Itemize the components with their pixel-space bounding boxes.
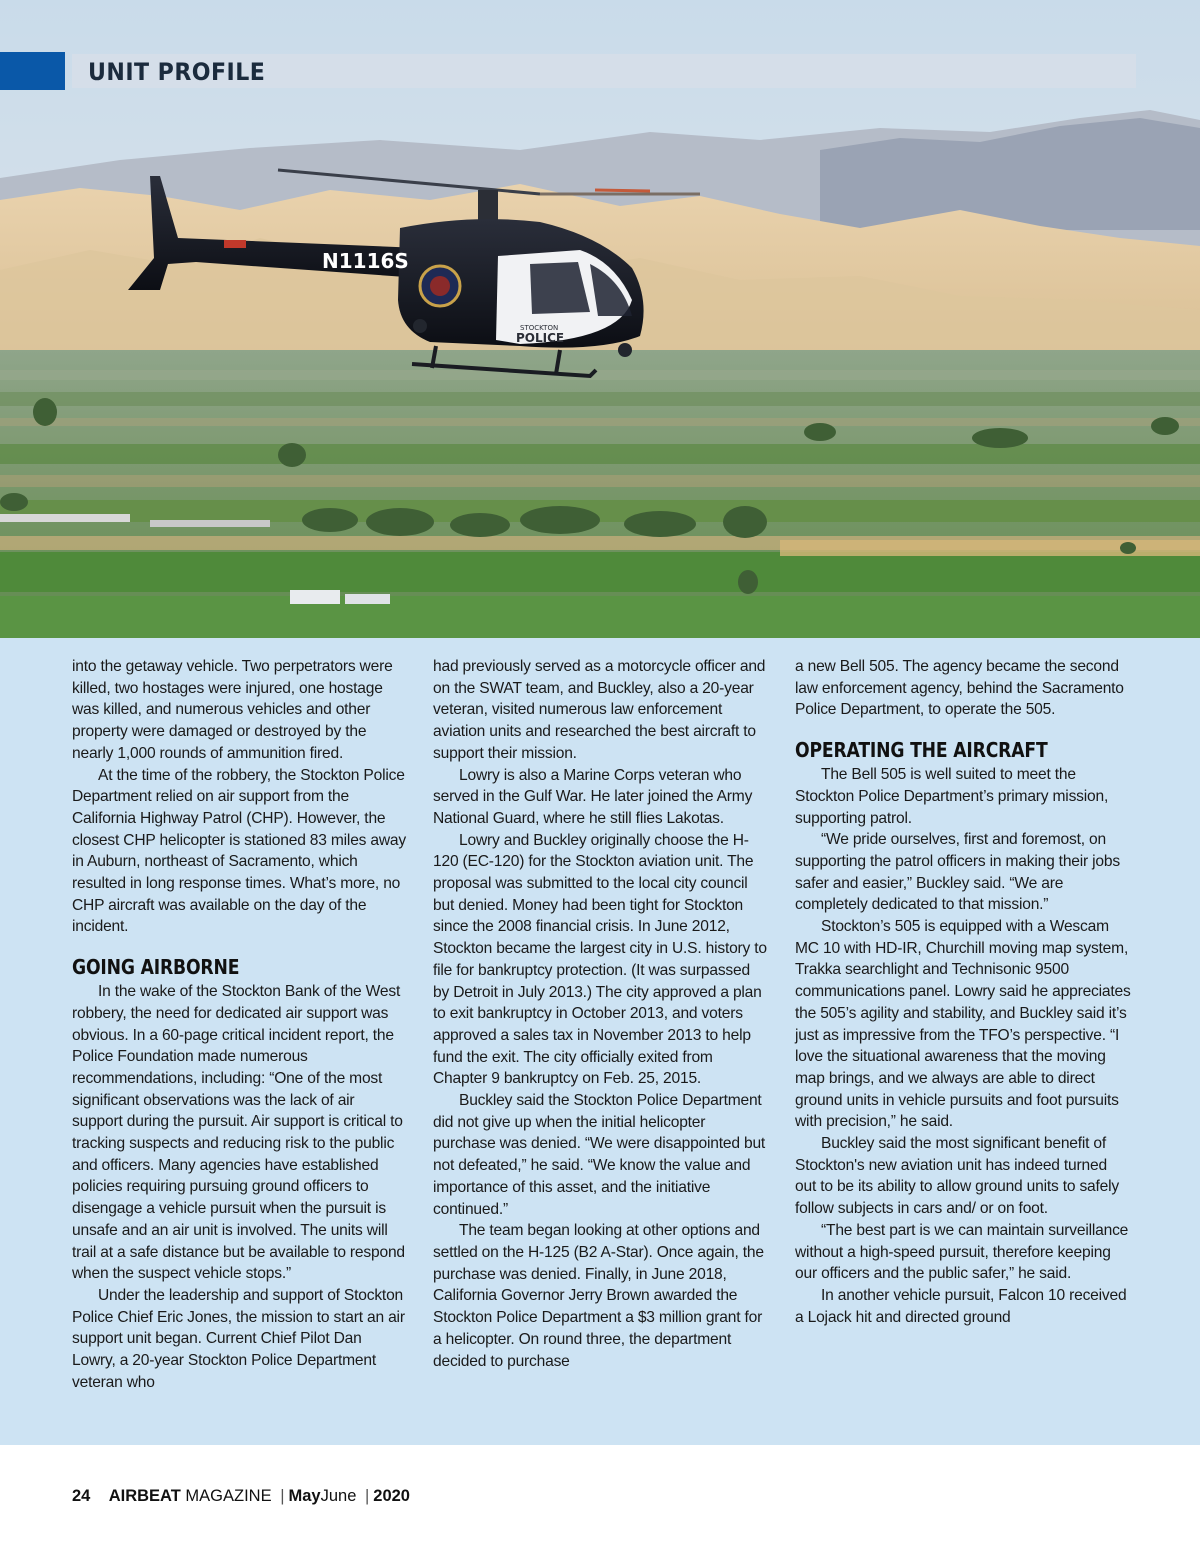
helicopter-over-valley-image — [0, 0, 1200, 638]
magazine-name: AIRBEAT — [108, 1487, 181, 1505]
page-number: 24 — [72, 1487, 91, 1505]
footer-separator-1: | — [280, 1487, 285, 1505]
article-paragraph: The Bell 505 is well suited to meet the Stockton Police Department’s primary mission, supporting patrol. — [795, 766, 1109, 827]
article-paragraph: Buckley said the most significant benefit of Stockton's new aviation unit has indeed turned out to be its ability to allow ground units to safely follow subjects in cars and/ or on foot. — [795, 1135, 1119, 1218]
article-paragraph: In another vehicle pursuit, Falcon 10 received a Lojack hit and directed ground — [795, 1286, 1127, 1326]
article-paragraph: into the getaway vehicle. Two perpetrators were killed, two hostages were injured, one hostage was killed, and numerous vehicles and other property were damaged or destroyed by the nearly 1,000 rounds of ammunition fired. — [72, 658, 393, 762]
article-paragraph: Stockton’s 505 is equipped with a Wescam MC 10 with HD-IR, Churchill moving map system, Trakka searchlight and Technisonic 9500 communications panel. Lowry said he appreciates the 505’s agility and stability, and Buckley said it’s just as impressive from the TFO’s perspective. “I love the situational awareness that the moving map brings, and we always are able to direct ground units in vehicle pursuits and foot pursuits with precision,” he said. — [795, 918, 1131, 1131]
issue-month-bold: May — [288, 1487, 321, 1505]
article-paragraph: “We pride ourselves, first and foremost, on supporting the patrol officers in making their jobs safer and easier,” Buckley said. “We are completely dedicated to that mission.” — [795, 831, 1120, 914]
article-column-3 — [795, 656, 1131, 1328]
article-paragraph: “The best part is we can maintain surveillance without a high-speed pursuit, therefore keeping our officers and the public safer,” he said. — [795, 1221, 1129, 1283]
article-paragraph: had previously served as a motorcycle officer and on the SWAT team, and Buckley, also a 20-year veteran, visited numerous law enforcement aviation units and researched the best aircraft to support their mission. — [433, 658, 766, 762]
section-heading: OPERATING THE AIRCRAFT — [795, 738, 1048, 763]
article-paragraph: Buckley said the Stockton Police Department did not give up when the initial helicopter purchase was denied. “We were disappointed but not defeated,” he said. “We know the value and importance of this asset, and the initiative continued.” — [433, 1092, 766, 1218]
article-column-2 — [433, 656, 769, 1372]
door-text-top: STOCKTON — [520, 324, 559, 332]
article-paragraph: At the time of the robbery, the Stockton Police Department relied on air support from the California Highway Patrol (CHP). However, the closest CHP helicopter is stationed 83 miles away in Auburn, northeast of Sacramento, which resulted in long response times. What’s more, no CHP aircraft was available on the day of the incident. — [72, 766, 407, 936]
issue-month: June — [320, 1487, 357, 1505]
article-paragraph: a new Bell 505. The agency became the second law enforcement agency, behind the Sacramento Police Department, to operate the 505. — [795, 658, 1124, 719]
door-text-bottom: POLICE — [516, 331, 565, 345]
article-paragraph: Lowry is also a Marine Corps veteran who served in the Gulf War. He later joined the Army National Guard, where he still flies Lakotas. — [433, 766, 753, 827]
article-paragraph: The team began looking at other options and settled on the H-125 (B2 A-Star). Once again, the purchase was denied. Finally, in June 2018, California Governor Jerry Brown awarded the Stockton Police Department a $3 million grant for a helicopter. On round three, the department decided to purchase — [433, 1222, 764, 1370]
article-paragraph: Lowry and Buckley originally choose the H-120 (EC-120) for the Stockton aviation unit. The proposal was submitted to the local city council but denied. Money had been tight for Stockton since the 2008 financial crisis. In June 2012, Stockton became the largest city in U.S. history to file for bankruptcy protection. (It was surpassed by Detroit in July 2013.) The city approved a plan to exit bankruptcy in October 2013, and voters approved a sales tax in November 2013 to help fund the exit. The city officially exited from Chapter 9 bankruptcy on Feb. 25, 2015. — [433, 831, 767, 1088]
tail-number-text: N1116S — [322, 249, 409, 273]
hero-photo — [0, 0, 1200, 638]
section-accent-block — [0, 52, 65, 90]
article-paragraph: Under the leadership and support of Stockton Police Chief Eric Jones, the mission to start an air support unit began. Current Chief Pilot Dan Lowry, a 20-year Stockton Police Department veteran who — [72, 1286, 405, 1391]
footer-separator-2: | — [364, 1487, 370, 1505]
issue-year: 2020 — [373, 1487, 410, 1505]
article-column-1 — [72, 656, 408, 1394]
section-heading: GOING AIRBORNE — [72, 955, 240, 980]
section-title: UNIT PROFILE — [88, 58, 266, 86]
article-paragraph: In the wake of the Stockton Bank of the West robbery, the need for dedicated air support was obvious. In a 60-page critical incident report, the Police Foundation made numerous recommendations, including: “One of the most significant observations was the lack of air support during the pursuit. Air support is critical to tracking suspects and reducing risk to the public and officers. Many agencies have established policies requiring pursuing ground officers to disengage a vehicle pursuit when the pursuit is unsafe and an air unit is involved. The units will trail at a safe distance but be available to respond when the suspect vehicle stops.” — [72, 983, 405, 1283]
page-footer — [72, 1484, 410, 1508]
magazine-word: MAGAZINE — [185, 1487, 272, 1505]
